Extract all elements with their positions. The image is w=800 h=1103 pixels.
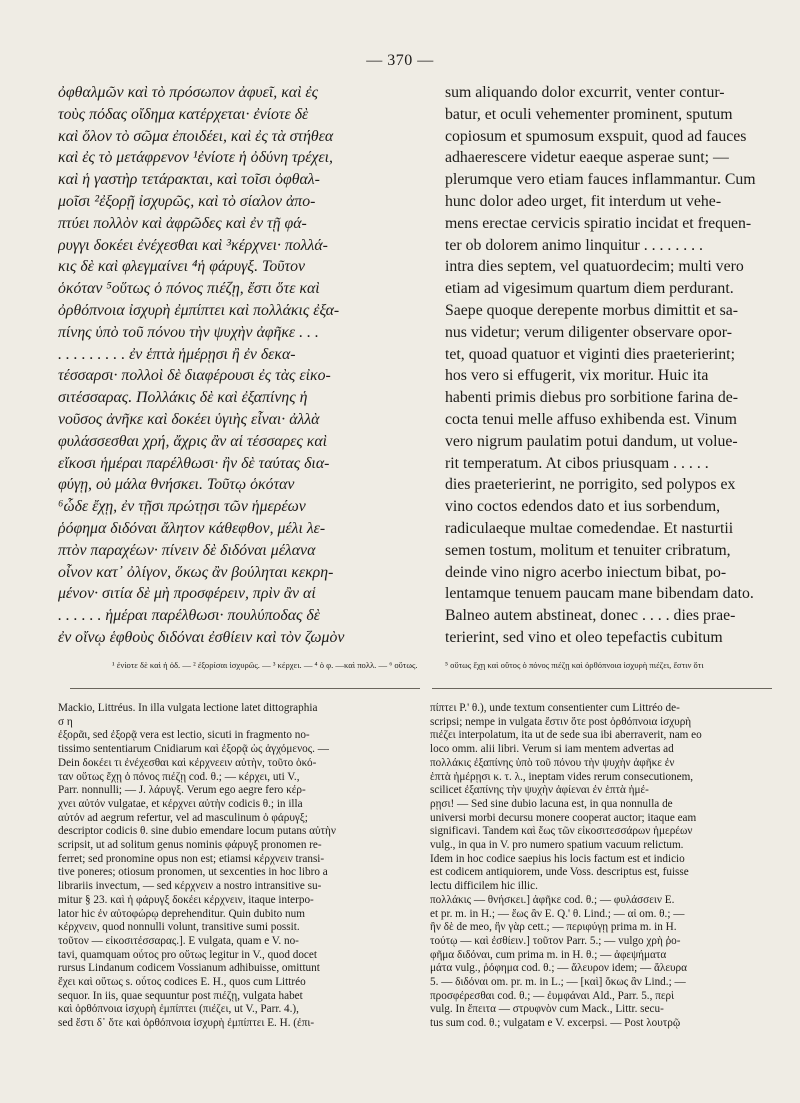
- latin-text-line: batur, et oculi vehementer prominent, sputum: [445, 105, 733, 123]
- greek-text-line: εἴκοσι ἡμέραι παρέλθωσι· ἢν δὲ ταύτας δια-: [58, 454, 330, 472]
- note-line: tus sum cod. θ.; vulgatam e V. excerpsi. — Post λουτρῷ: [430, 1017, 681, 1030]
- greek-footnotes: [112, 660, 442, 671]
- note-line: tissimo sententiarum Cnidiarum καὶ ἐξορᾷ ὡς ἀγχόμενος. —: [58, 743, 329, 756]
- note-line: πολλάκις ἐξαπίνης ὑπὸ τοῦ πόνου τὴν ψυχὴν ἀφῆκε ἐν: [430, 756, 675, 769]
- note-line: universi morbi decursu monere cooperat auctor; itaque eam: [430, 811, 697, 824]
- latin-text-line: habenti primis diebus pro sorbitione farina de-: [445, 389, 739, 407]
- greek-text-line: ἐν οἴνῳ ἑφθοὺς διδόναι ἐσθίειν καὶ τὸν ζωμὸν: [58, 628, 345, 646]
- note-line: 5. — διδόναι om. pr. m. in L.; — [καὶ] ὅκως ἂν Lind.; —: [430, 976, 686, 989]
- note-line: πολλάκις — θνήσκει.] ἀφῆκε cod. θ.; — φυλάσσειν E.: [430, 893, 675, 906]
- note-line: Idem in hoc codice saepius his locis factum est et indicio: [430, 852, 685, 865]
- latin-text-line: deinde vino nigro acerbo iniectum bibat, po-: [445, 563, 727, 581]
- note-line: scilicet ἐξαπίνης τὴν ψυχὴν ἀφίεναι ἐν ἑπτὰ ἡμέ-: [430, 784, 649, 797]
- note-line: ferret; sed pronomine opus non est; etiamsi κέρχνειν transi-: [58, 852, 325, 865]
- latin-text-line: terierint, sed vino et oleo tepefactis cubitum: [445, 628, 723, 646]
- critical-notes-left: [58, 702, 440, 1031]
- note-line: ἢν δὲ de meo, ἢν γὰρ cett.; — περιφύγῃ prima m. in H.: [430, 921, 677, 934]
- note-line: tive poneres; otiosum pronomen, ut sexcenties in hoc libro a: [58, 866, 328, 879]
- latin-text-line: vero nigrum paulatim potui dandum, ut volue-: [445, 432, 738, 450]
- greek-text-line: . . . . . . ἡμέραι παρέλθωσι· πουλύποδας δὲ: [58, 607, 320, 625]
- note-line: Mackio, Littréus. In illa vulgata lectione latet dittographia: [58, 702, 318, 714]
- note-line: vulg. In ἔπειτα — στρυφνὸν cum Mack., Littr. secu-: [430, 1003, 664, 1016]
- note-line: loco omm. alii libri. Verum si iam mentem advertas ad: [430, 743, 674, 756]
- greek-text-line: φύγῃ, οὐ μάλα θνήσκει. Τοῦτῳ ὁκόταν: [58, 476, 295, 494]
- note-line: μάτα vulg., ῥόφημα cod. θ.; — ἄλευρον idem; — ἄλευρα: [430, 962, 688, 975]
- greek-text-line: . . . . . . . . . ἐν ἑπτὰ ἡμέρῃσι ἢ ἐν δεκα-: [58, 345, 296, 363]
- note-line: χνει αὐτόν vulgatae, et κέρχνει αὐτὴν codicis θ.; in illa: [58, 797, 303, 810]
- footnote-line: καὶ πολλ. — ⁶ οὕτως.: [344, 660, 418, 670]
- greek-text-line: νοῦσος ἀνῆκε καὶ δοκέει ὑγιὴς εἶναι· ἀλλὰ: [58, 410, 320, 428]
- greek-text-line: ὀρθόπνοια ἰσχυρὴ ἐμπίπτει καὶ πολλάκις ἐξα-: [58, 301, 340, 319]
- latin-text-line: intra dies septem, vel quatuordecim; multi vero: [445, 258, 744, 276]
- note-line: αὐτόν ad aegrum refertur, vel ad masculinum ὁ φάρυγξ;: [58, 811, 308, 824]
- greek-text-line: μοῖσι ²ἐξορῇ ἰσχυρῶς, καὶ τὸ σίαλον ἀπο-: [58, 192, 316, 210]
- note-line: ἐξορᾶι, sed ἐξορᾷ vera est lectio, sicuti in fragmento no-: [58, 729, 310, 742]
- note-line: τοῦτον — εἰκοσιτέσσαρας.]. E vulgata, quam e V. no-: [58, 934, 299, 947]
- greek-text-line: κις δὲ καὶ φλεγμαίνει ⁴ἡ φάρυγξ. Τοῦτον: [58, 258, 306, 276]
- greek-text-line: πτὸν παραχέων· πίνειν δὲ διδόναι μέλανα: [58, 541, 316, 559]
- latin-text-line: hos vero si effugerit, vix moritur. Huic ita: [445, 367, 709, 385]
- latin-text-line: etiam ad vigesimum quartum diem perdurant.: [445, 280, 734, 298]
- latin-text-line: radiculaeque multae comedendae. Et nasturtii: [445, 519, 734, 537]
- latin-text-line: lentamque tenuem paucam mane bibendam dato.: [445, 585, 754, 603]
- note-line: sequor. In iis, quae sequuntur post πιέζῃ, vulgata habet: [58, 989, 303, 1002]
- note-line: tavi, quamquam οὗτος pro οὕτως legitur in V., quod docet: [58, 948, 317, 961]
- greek-text-line: ῥόφημα διδόναι ἄλητον κάθεφθον, μέλι λε-: [58, 519, 326, 537]
- note-line: πιέζει interpolatum, ita ut de sede sua ibi aberraverit, nam eo: [430, 729, 702, 742]
- greek-text-line: οἶνον κατ᾽ ὀλίγον, ὅκως ἂν βούληται κεκρη-: [58, 563, 334, 581]
- latin-text-line: mens erectae cervicis spiratio incidat et frequen-: [445, 214, 752, 232]
- note-line: scripsit, ut ad solitum genus nominis φάρυγξ pronomen re-: [58, 839, 322, 852]
- note-line: significavi. Tandem καὶ ἕως τῶν εἰκοσιτεσσάρων ἡμερέων: [430, 825, 693, 838]
- note-line: καὶ ὀρθόπνοια ἰσχυρὴ ἐμπίπτει (πιέζει, ut V., Parr. 4.),: [58, 1003, 299, 1016]
- greek-text-line: καὶ ἡ γαστὴρ τετάρακται, καὶ τοῖσι ὀφθαλ-: [58, 171, 320, 189]
- note-line: librariis invectum, — sed κέρχνειν a nostro intransitive su-: [58, 880, 322, 893]
- greek-text-line: ὁκόταν ⁵οὕτως ὁ πόνος πιέζῃ, ἔστι ὅτε καὶ: [58, 280, 320, 298]
- latin-text-line: tet, quoad quatuor et viginti dies praeterierint;: [445, 345, 735, 363]
- note-line: ρῃσι! — Sed sine dubio lacuna est, in qua nonnulla de: [430, 797, 673, 810]
- note-line: ἑπτὰ ἡμέρῃσι κ. τ. λ., ineptam vides rerum consecutionem,: [430, 770, 694, 783]
- greek-text-line: καὶ ἐς τὸ μετάφρενον ¹ἐνίοτε ἡ ὀδύνη τρέχει,: [58, 149, 333, 167]
- latin-text-line: Balneo autem abstineat, donec . . . . dies prae-: [445, 607, 736, 625]
- greek-text-column: [58, 82, 436, 649]
- note-line: προσφέρεσθαι cod. θ.; — ἐυμφάναι Ald., Parr. 5., περὶ: [430, 989, 675, 1002]
- latin-text-line: cocta tenui melle affuso exhibenda est. Vinum: [445, 410, 737, 428]
- latin-text-line: sum aliquando dolor excurrit, venter contur-: [445, 84, 725, 101]
- latin-translation-column: [445, 82, 767, 649]
- note-line: scripsi; nempe in vulgata ἔστιν ὅτε post ὀρθόπνοια ἰσχυρὴ: [430, 715, 692, 728]
- note-line: lectu difficilem hic illic.: [430, 880, 538, 893]
- greek-text-line: φυλάσσεσθαι χρή, ἄχρις ἂν αἱ τέσσαρες καὶ: [58, 432, 328, 450]
- greek-text-line: τοὺς πόδας οἴδημα κατέρχεται· ἐνίοτε δὲ: [58, 105, 309, 123]
- latin-text-line: semen tostum, molitum et tenuiter cribratum,: [445, 541, 731, 559]
- note-line: Dein δοκέει τι ἐνέχεσθαι καὶ κέρχνεειν αὐτὴν, τοῦτο ὁκό-: [58, 756, 317, 769]
- greek-text-line: μένον· σιτία δὲ μὴ προσφέρειν, πρὶν ἂν αἱ: [58, 585, 316, 603]
- note-line: Parr. nonnulli; — J. λάρυγξ. Verum ego aegre fero κέρ-: [58, 784, 306, 797]
- notes-divider-left: [70, 688, 420, 689]
- greek-text-line: ρυγγι δοκέει ἐνέχεσθαι καὶ ³κέρχνει· πολλά-: [58, 236, 328, 254]
- latin-text-line: dies praeterierint, ne porrigito, sed polypos ex: [445, 476, 736, 494]
- greek-text-line: τέσσαρσι· πολλοὶ δὲ διαφέρουσι ἐς τὰς εἰκο-: [58, 367, 331, 385]
- note-line: φῆμα διδόναι, cum prima m. in H. θ.; — ἀφεψήματα: [430, 948, 667, 961]
- note-line: descriptor codicis θ. sine dubio emendare locum putans αὐτὴν: [58, 825, 336, 838]
- note-line: mitur § 23. καὶ ἡ φάρυγξ δοκέει κέρχνειν, itaque interpo-: [58, 893, 314, 906]
- note-line: τούτῳ — καὶ ἐσθίειν.] τοῦτον Parr. 5.; — vulgo χρὴ ῥο-: [430, 934, 681, 947]
- latin-text-line: plerumque vero etiam fauces inflammantur. Cum: [445, 171, 756, 189]
- latin-text-line: adhaerescere videtur eaeque asperae sunt; —: [445, 149, 729, 167]
- note-line: sed ἔστι δ᾽ ὅτε καὶ ὀρθόπνοια ἰσχυρὴ ἐμπίπτει E. H. (ἐπι-: [58, 1017, 315, 1030]
- latin-text-line: Saepe quoque derepente morbus dimittit et sa-: [445, 301, 739, 319]
- note-line: est codicem antiquiorem, unde Voss. descriptus est, fuisse: [430, 866, 689, 879]
- note-line: ἔχει καὶ οὕτως s. οὗτος codices E. H., quos cum Littréo: [58, 976, 306, 989]
- greek-text-line: ὀφθαλμῶν καὶ τὸ πρόσωπον ἀφυεῖ, καὶ ἐς: [58, 84, 319, 101]
- note-line: lator hic ἐν αὐτοφώρῳ deprehenditur. Quin dubito num: [58, 907, 305, 920]
- latin-text-line: nus videtur; verum diligenter observare opor-: [445, 323, 733, 341]
- footnote-line: ¹ ἐνίοτε δὲ καὶ ἡ ὀδ. — ² ἐξορίσαι ἰσχυρῶς. — ³ κέρχει. — ⁴ ὁ φ. —: [112, 660, 344, 670]
- latin-text-line: rit temperatum. At cibos priusquam . . . . .: [445, 454, 709, 472]
- latin-text-line: copiosum et spumosum exspuit, quod ad fauces: [445, 127, 747, 145]
- greek-text-line: σιτέσσαρας. Πολλάκις δὲ καὶ ἐξαπίνης ἡ: [58, 389, 308, 407]
- note-line: ταν οὕτως ἔχῃ ὁ πόνος πιέζῃ cod. θ.; — κέρχει, uti V.,: [58, 770, 300, 783]
- latin-column-footnote: [445, 660, 767, 671]
- note-line: κέρχνειν, quod nonnulli volunt, transitive sumi possit.: [58, 921, 300, 934]
- note-line: rursus Lindanum codicem Vossianum adhibuisse, omittunt: [58, 962, 320, 975]
- critical-notes-right: [430, 702, 770, 1031]
- notes-divider-right: [432, 688, 772, 689]
- note-line: σ η: [58, 715, 73, 728]
- note-line: vulg., in qua in V. pro numero spatium vacuum relictum.: [430, 839, 684, 852]
- latin-text-line: vino coctos edendos dato et ius sorbendum,: [445, 498, 721, 516]
- page-number: — 370 —: [366, 52, 434, 69]
- note-line: πίπτει P.' θ.), unde textum consentienter cum Littréo de-: [430, 702, 680, 714]
- footnote-line: ⁵ οὕτως ἔχῃ καὶ οὕτος ὁ πόνος πιέζῃ καὶ ὀρθόπνοια ἰσχυρὴ πιέζει, ἔστιν ὅτι: [445, 660, 704, 670]
- greek-text-line: πίνης ὑπὸ τοῦ πόνου τὴν ψυχὴν ἀφῆκε . . .: [58, 323, 319, 341]
- latin-text-line: hunc dolor adeo urget, fit interdum ut vehe-: [445, 192, 722, 210]
- greek-text-line: πτύει πολλὸν καὶ ἀφρῶδες καὶ ἐν τῇ φά-: [58, 214, 307, 232]
- greek-text-line: καὶ ὅλον τὸ σῶμα ἐποιδέει, καὶ ἐς τὰ στήθεα: [58, 127, 334, 145]
- note-line: et pr. m. in H.; — ἕως ἂν E. Q.' θ. Lind.; — αἱ om. θ.; —: [430, 907, 685, 920]
- latin-text-line: ter ob dolorem animo linquitur . . . . . . . .: [445, 236, 703, 254]
- greek-text-line: ⁶ὧδε ἔχῃ, ἐν τῇσι πρώτῃσι τῶν ἡμερέων: [58, 498, 306, 516]
